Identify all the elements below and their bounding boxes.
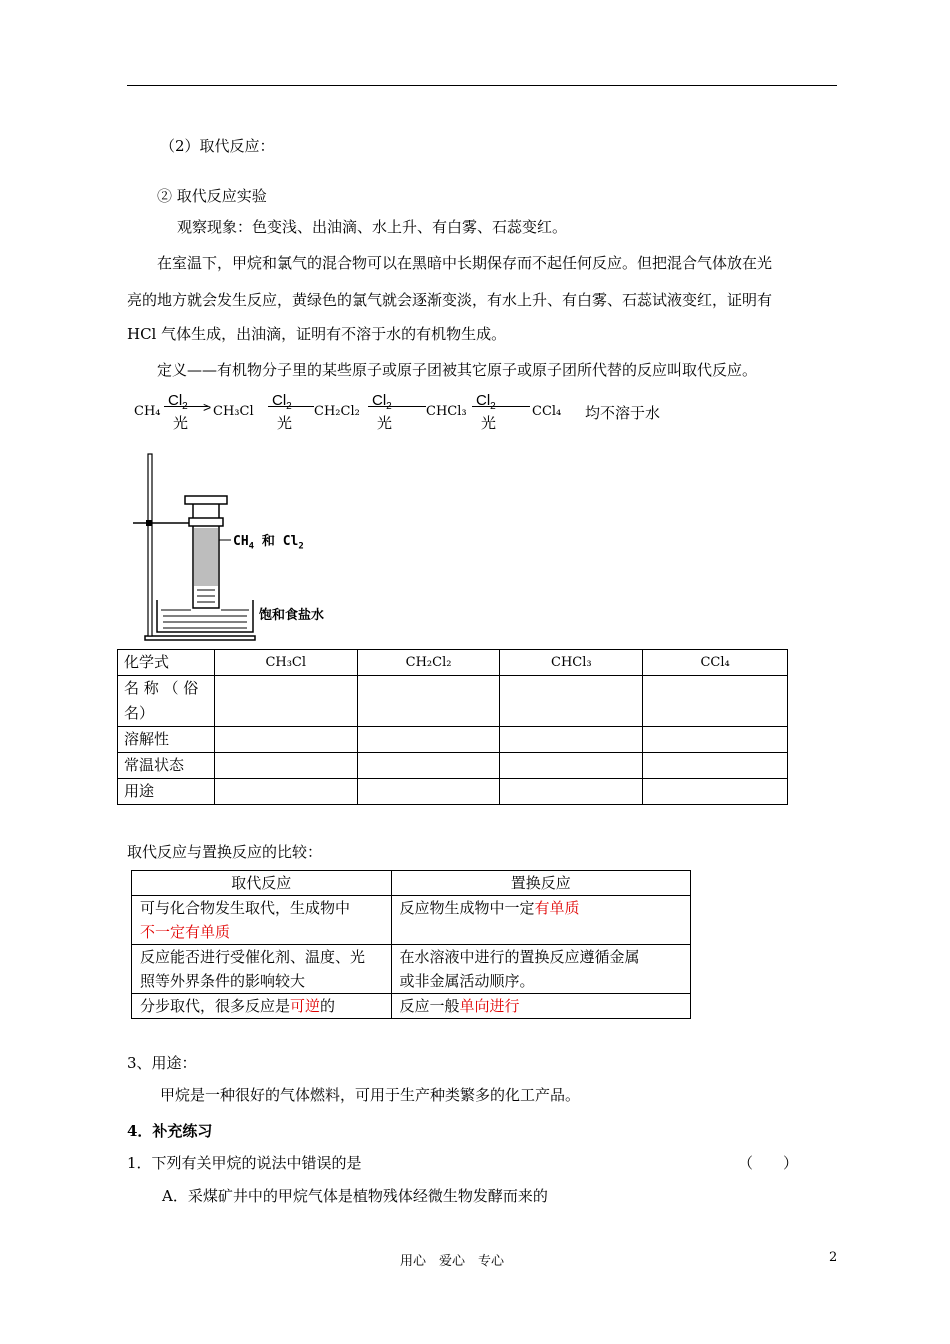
- table-cell: 反应能否进行受催化剂、温度、光 照等外界条件的影响较大: [132, 945, 392, 994]
- table-cell: 分步取代，很多反应是可逆的: [132, 994, 392, 1019]
- header-ch3cl: CH₃Cl: [214, 650, 357, 676]
- table-cell: 在水溶液中进行的置换反应遵循金属 或非金属活动顺序。: [391, 945, 690, 994]
- condition-light-1: 光: [173, 414, 189, 432]
- header-ch2cl2: CH₂Cl₂: [357, 650, 500, 676]
- substitution-equation: [0, 392, 950, 436]
- reagent-cl2-2: $Cl_2$: [272, 392, 292, 412]
- species-ch2cl2: CH₂Cl₂: [314, 404, 360, 419]
- table-cell: 反应一般单向进行: [391, 994, 690, 1019]
- comparison-title: 取代反应与置换反应的比较：: [127, 843, 323, 861]
- reaction-arrow-3: [368, 406, 426, 407]
- table-row: [132, 994, 691, 1019]
- row-label-solubility: 溶解性: [118, 727, 215, 753]
- reaction-arrow-2: [268, 406, 314, 407]
- header-displacement: 置换反应: [391, 871, 690, 896]
- header-rule: [127, 85, 837, 86]
- comparison-table: [131, 870, 691, 1019]
- condition-light-3: 光: [377, 414, 393, 432]
- reaction-arrow-4: [472, 406, 530, 407]
- insoluble-note: 均不溶于水: [585, 404, 661, 422]
- table-cell: [643, 779, 788, 805]
- table-row: [118, 650, 788, 676]
- table-cell: [500, 753, 643, 779]
- table-cell: [500, 676, 643, 727]
- question-option-a: A．采煤矿井中的甲烷气体是植物残体经微生物发酵而来的: [162, 1187, 548, 1205]
- paragraph-line-2: 亮的地方就会发生反应，黄绿色的氯气就会逐渐变淡，有水上升、有白雾、石蕊试液变红，证明有: [127, 291, 773, 309]
- table-row: [132, 871, 691, 896]
- page-footer: 用心 爱心 专心: [400, 1254, 505, 1269]
- table-cell: 可与化合物发生取代，生成物中 不一定有单质: [132, 896, 392, 945]
- table-cell: [214, 727, 357, 753]
- table-cell: [214, 676, 357, 727]
- row-label-state: 常温状态: [118, 753, 215, 779]
- page-number: 2: [829, 1250, 838, 1265]
- table-cell: [357, 753, 500, 779]
- header-formula: 化学式: [118, 650, 215, 676]
- usage-heading: 3、用途：: [127, 1054, 197, 1072]
- practice-heading: 4．补充练习: [127, 1122, 213, 1140]
- reagent-cl2-1: $Cl_2$: [168, 392, 188, 412]
- table-cell: [214, 753, 357, 779]
- properties-table: [117, 649, 788, 805]
- question-stem: 1．下列有关甲烷的说法中错误的是: [127, 1154, 362, 1172]
- table-row: [118, 779, 788, 805]
- condition-light-4: 光: [481, 414, 497, 432]
- table-cell: [643, 753, 788, 779]
- header-chcl3: CHCl₃: [500, 650, 643, 676]
- table-cell: [357, 676, 500, 727]
- experiment-heading: ② 取代反应实验: [157, 187, 267, 205]
- species-ch4: CH₄: [134, 404, 161, 419]
- table-cell: [643, 727, 788, 753]
- row-label-usage: 用途: [118, 779, 215, 805]
- liquid-label: 饱和食盐水: [259, 608, 325, 623]
- table-cell: [214, 779, 357, 805]
- row-label-name: 名 称 （ 俗 名）: [118, 676, 215, 727]
- section-heading: （2）取代反应：: [160, 137, 275, 155]
- reagent-cl2-4: $Cl_2$: [476, 392, 496, 412]
- paragraph-line-1: 在室温下，甲烷和氯气的混合物可以在黑暗中长期保存而不起任何反应。但把混合气体放在光: [157, 254, 773, 272]
- header-substitution: 取代反应: [132, 871, 392, 896]
- table-row: [118, 676, 788, 727]
- usage-text: 甲烷是一种很好的气体燃料，可用于生产种类繁多的化工产品。: [160, 1086, 581, 1104]
- table-cell: [500, 779, 643, 805]
- apparatus-diagram: [127, 452, 367, 644]
- table-row: [118, 727, 788, 753]
- header-ccl4: CCl₄: [643, 650, 788, 676]
- table-cell: [357, 779, 500, 805]
- species-ch3cl: CH₃Cl: [213, 404, 254, 419]
- table-row: [118, 753, 788, 779]
- definition-text: 定义——有机物分子里的某些原子或原子团被其它原子或原子团所代替的反应叫取代反应。: [157, 361, 758, 379]
- table-cell: 反应物生成物中一定有单质: [391, 896, 690, 945]
- species-chcl3: CHCl₃: [426, 404, 467, 419]
- table-cell: [643, 676, 788, 727]
- table-cell: [357, 727, 500, 753]
- gas-label: $CH_4$ 和 $Cl_2$: [233, 534, 304, 552]
- species-ccl4: CCl₄: [532, 404, 562, 419]
- table-row: [132, 896, 691, 945]
- reaction-arrow-1: [164, 406, 208, 407]
- table-cell: [500, 727, 643, 753]
- table-row: [132, 945, 691, 994]
- observation-text: 观察现象：色变浅、出油滴、水上升、有白雾、石蕊变红。: [177, 218, 568, 236]
- reagent-cl2-3: $Cl_2$: [372, 392, 392, 412]
- condition-light-2: 光: [277, 414, 293, 432]
- arrow-head-1: >: [203, 399, 212, 415]
- paragraph-line-3: HCl 气体生成，出油滴，证明有不溶于水的有机物生成。: [127, 325, 507, 343]
- answer-bracket: （ ）: [738, 1154, 799, 1172]
